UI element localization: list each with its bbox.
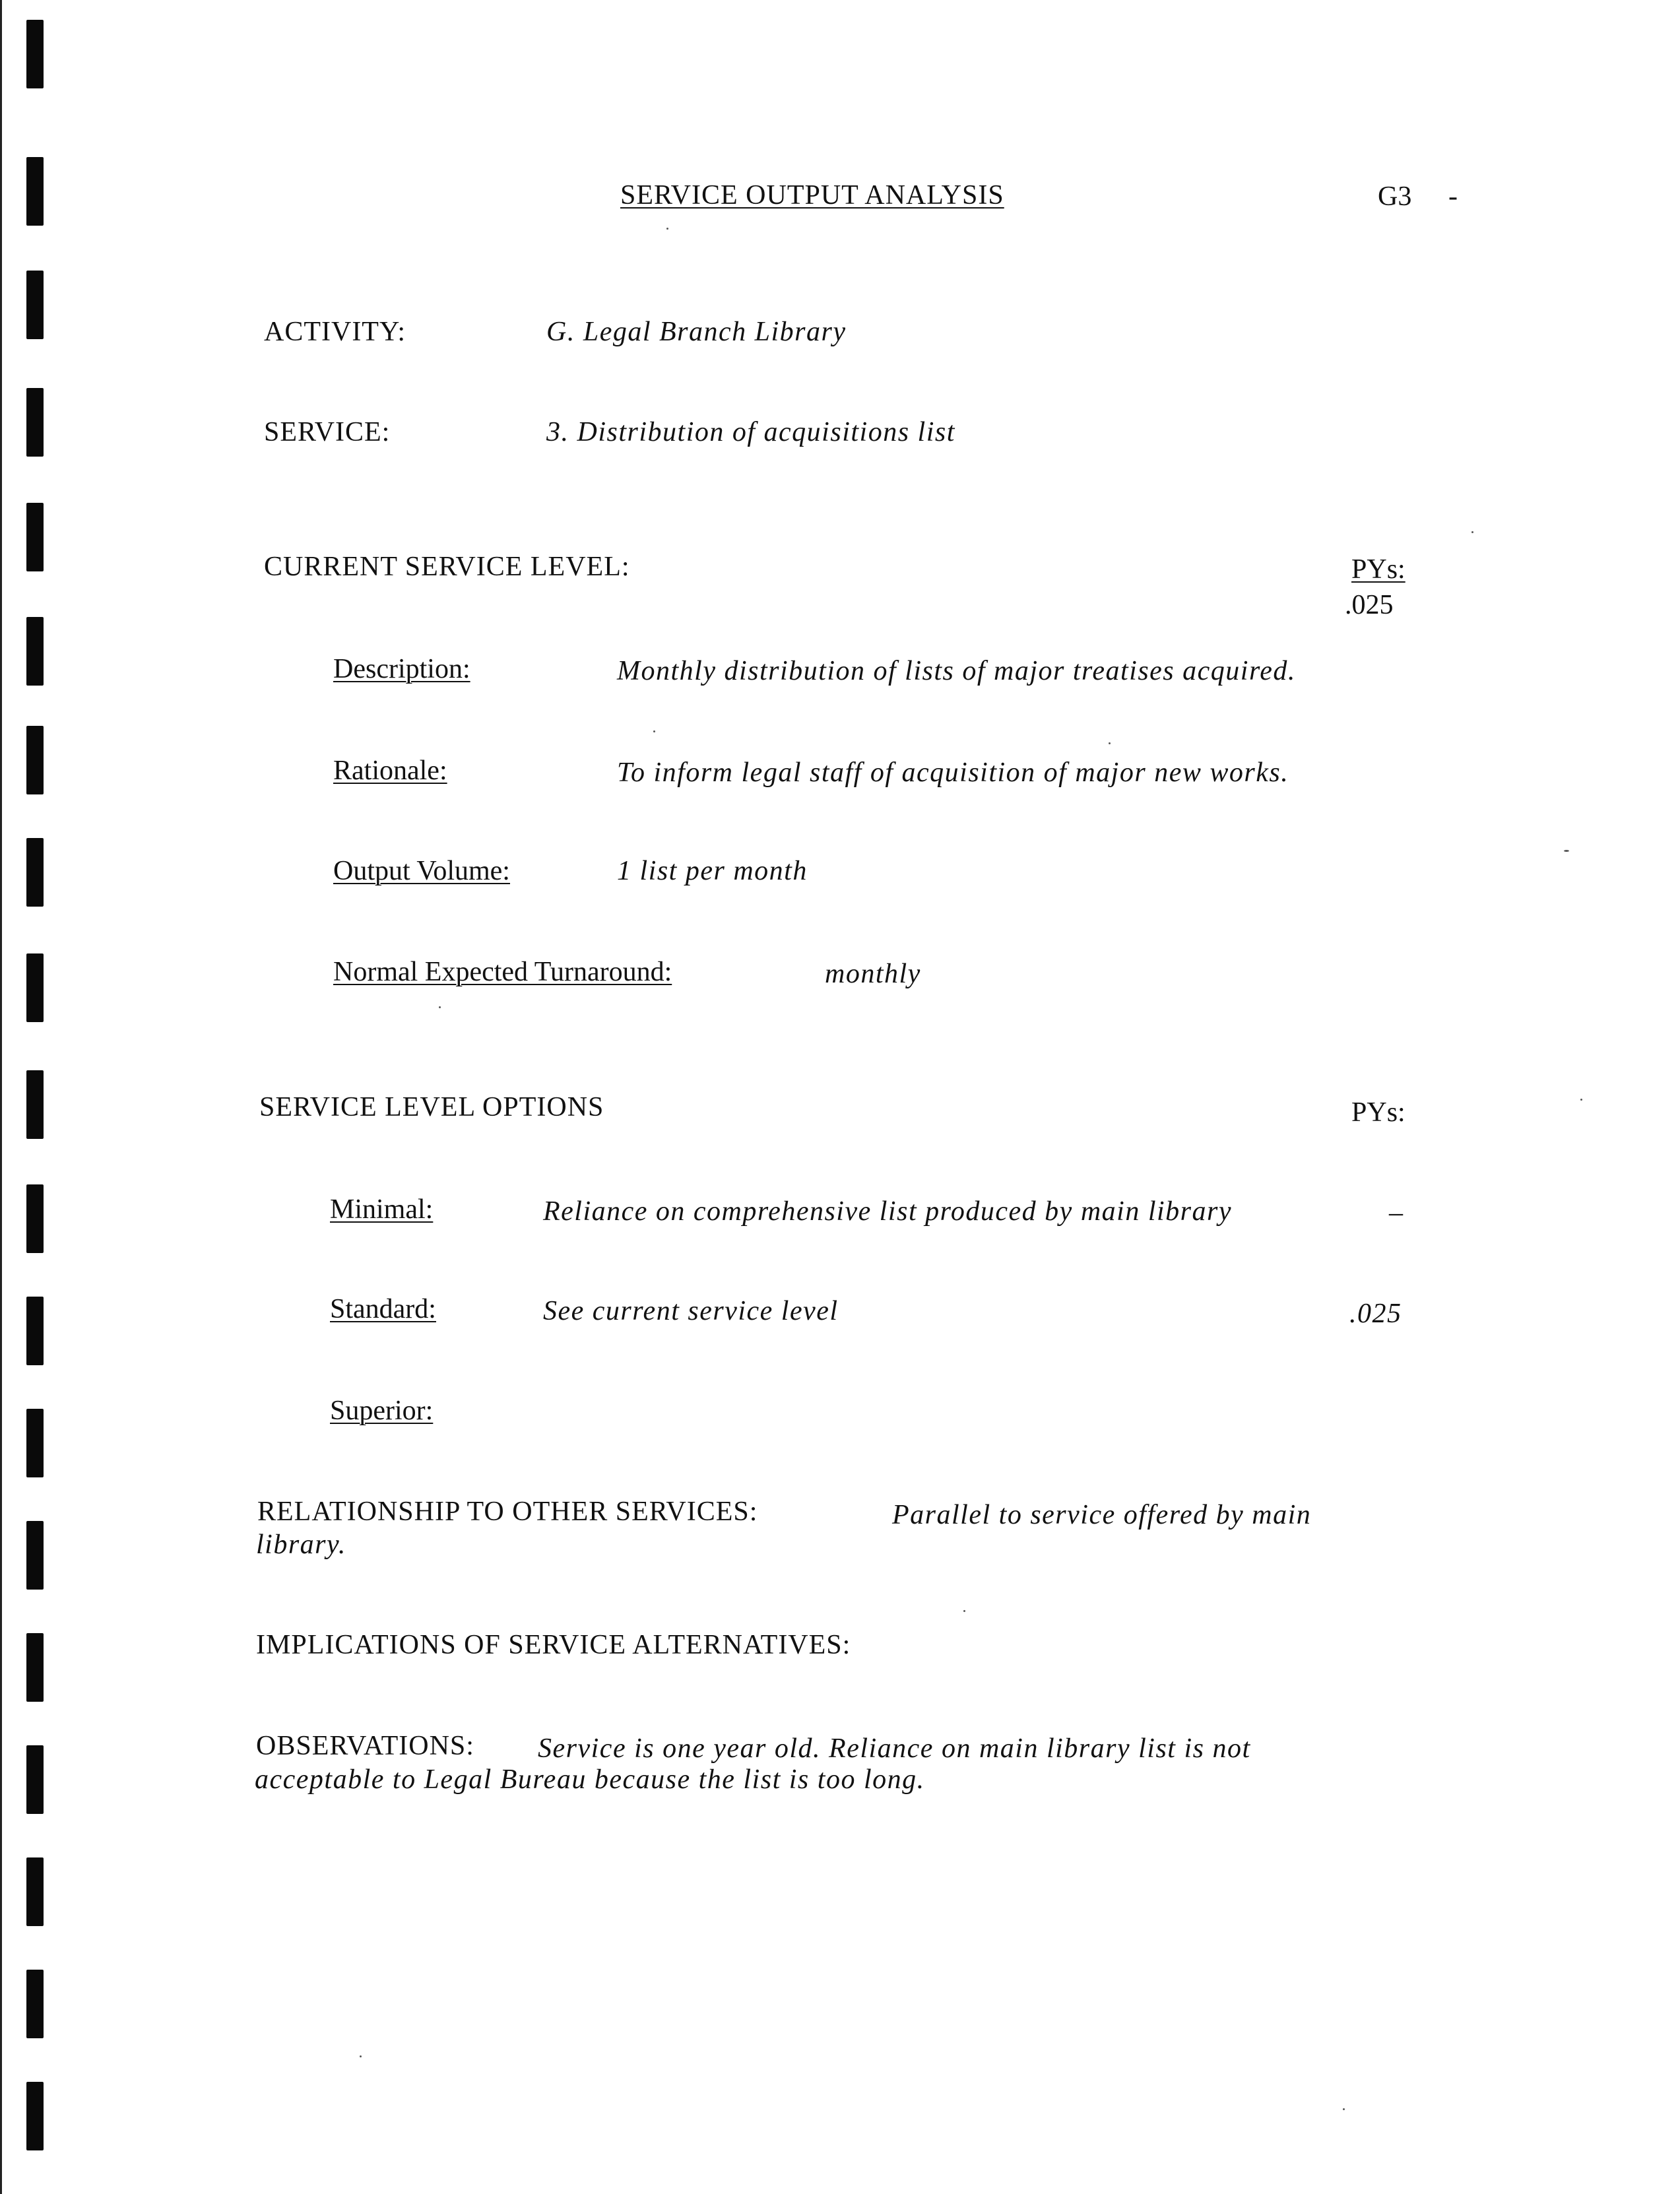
scan-speck xyxy=(653,730,655,732)
rationale-label: Rationale: xyxy=(333,756,447,786)
punch-mark xyxy=(26,1521,44,1590)
current-service-level-label: CURREN​T SERVICE LEVEL: xyxy=(264,552,630,582)
standard-label: Standard: xyxy=(330,1294,436,1324)
scan-speck xyxy=(1343,2108,1345,2110)
punch-mark xyxy=(26,2082,44,2150)
relationship-label: RELATIONSHIP TO OTHER SERVICES: xyxy=(257,1497,758,1527)
minimal-value: Reliance on comprehensive list produced by main library xyxy=(543,1196,1232,1227)
observations-label: OBSERVATIONS: xyxy=(256,1731,474,1761)
activity-value: G. Legal Branch Library xyxy=(546,317,847,347)
punch-mark xyxy=(26,617,44,686)
punch-mark xyxy=(26,157,44,226)
rationale-value: To inform legal staff of acquisition of major new works. xyxy=(617,758,1289,788)
activity-label: ACTIVITY: xyxy=(264,317,406,347)
description-value: Monthly distribution of lists of major treatises acquired. xyxy=(617,656,1296,686)
punch-mark xyxy=(26,503,44,571)
page-code: G3 xyxy=(1378,181,1412,212)
minimal-pys: – xyxy=(1389,1198,1403,1228)
scan-speck xyxy=(1564,850,1569,852)
turnaround-value: monthly xyxy=(825,959,921,989)
service-level-options-label: SERVICE LEVEL OPTIONS xyxy=(259,1092,604,1122)
turnaround-label: Normal Expected Turnaround: xyxy=(333,957,672,987)
superior-label: Superior: xyxy=(330,1396,434,1426)
scan-speck xyxy=(963,1610,965,1612)
punch-mark xyxy=(26,838,44,907)
description-label: Description: xyxy=(333,654,470,684)
scan-speck xyxy=(666,228,668,230)
observations-value-line2: acceptable to Legal Bureau because the list is too long. xyxy=(255,1764,925,1795)
punch-mark xyxy=(26,20,44,88)
scan-speck xyxy=(1580,1099,1582,1101)
page-code-mark: - xyxy=(1448,181,1458,212)
punch-mark xyxy=(26,1745,44,1814)
punch-mark xyxy=(26,1297,44,1365)
page-title: SERVICE OUTPUT ANALYSIS xyxy=(620,180,1004,210)
punch-mark xyxy=(26,726,44,794)
scan-speck xyxy=(1471,531,1473,533)
punch-mark xyxy=(26,1970,44,2038)
punch-mark xyxy=(26,1633,44,1702)
punch-mark xyxy=(26,1857,44,1926)
options-pys-label: PYs: xyxy=(1351,1097,1405,1128)
relationship-value-line2: library. xyxy=(256,1530,346,1560)
current-pys-label: PYs: xyxy=(1351,554,1405,585)
punch-mark xyxy=(26,1409,44,1477)
punch-mark xyxy=(26,1184,44,1253)
standard-value: See current service level xyxy=(543,1296,839,1326)
service-label: SERVICE: xyxy=(264,417,391,447)
service-value: 3. Distribution of acquisitions list xyxy=(546,417,955,447)
output-volume-value: 1 list per month xyxy=(617,856,808,886)
scan-speck xyxy=(439,1006,441,1008)
punch-mark xyxy=(26,1070,44,1139)
implications-label: IMPLICATIONS OF SERVICE ALTERNATIVES: xyxy=(256,1630,851,1660)
output-volume-label: Output Volume: xyxy=(333,856,510,886)
relationship-value-line1: Parallel to service offered by main xyxy=(892,1500,1312,1530)
page-edge xyxy=(0,0,2,2194)
punch-mark xyxy=(26,271,44,339)
punch-mark xyxy=(26,388,44,457)
observations-value-line1: Service is one year old. Reliance on main library list is not xyxy=(538,1733,1251,1764)
scan-speck xyxy=(360,2055,362,2057)
minimal-label: Minimal: xyxy=(330,1194,434,1225)
standard-pys: .025 xyxy=(1349,1299,1402,1329)
current-pys-value: .025 xyxy=(1345,590,1394,620)
punch-mark xyxy=(26,953,44,1022)
scan-speck xyxy=(1109,742,1111,744)
